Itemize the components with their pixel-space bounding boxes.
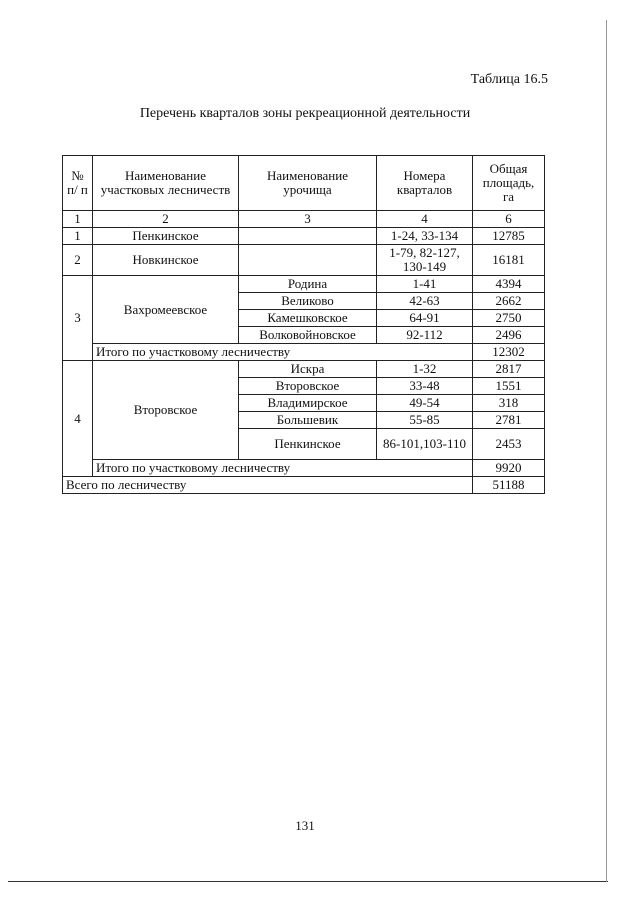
subtotal-label: Итого по участковому лесничеству bbox=[93, 344, 473, 361]
subtotal-row bbox=[63, 460, 545, 477]
table-row bbox=[63, 276, 545, 293]
tract-name: Искра bbox=[239, 361, 377, 378]
district-name: Второвское bbox=[93, 361, 239, 460]
area-value: 12785 bbox=[473, 228, 545, 245]
header-area: Общая площадь, га bbox=[473, 156, 545, 211]
quarter-numbers: 1-32 bbox=[377, 361, 473, 378]
quarter-numbers: 33-48 bbox=[377, 378, 473, 395]
quarter-numbers: 1-41 bbox=[377, 276, 473, 293]
tract-name: Большевик bbox=[239, 412, 377, 429]
subtotal-value: 9920 bbox=[473, 460, 545, 477]
row-num: 1 bbox=[63, 228, 93, 245]
column-number: 2 bbox=[93, 211, 239, 228]
quarter-numbers: 55-85 bbox=[377, 412, 473, 429]
column-number: 4 bbox=[377, 211, 473, 228]
row-num: 4 bbox=[63, 361, 93, 477]
area-value: 2453 bbox=[473, 429, 545, 460]
header-quarters: Номера кварталов bbox=[377, 156, 473, 211]
area-value: 2781 bbox=[473, 412, 545, 429]
header-row bbox=[63, 156, 545, 211]
quarter-numbers: 1-79, 82-127, 130-149 bbox=[377, 245, 473, 276]
subtotal-label: Итого по участковому лесничеству bbox=[93, 460, 473, 477]
column-number: 1 bbox=[63, 211, 93, 228]
tract-name: Великово bbox=[239, 293, 377, 310]
bottom-rule bbox=[8, 881, 608, 882]
district-name: Новкинское bbox=[93, 245, 239, 276]
column-number: 3 bbox=[239, 211, 377, 228]
table-title: Перечень кварталов зоны рекреационной деятельности bbox=[139, 106, 471, 121]
quarter-numbers: 64-91 bbox=[377, 310, 473, 327]
table-caption: Таблица 16.5 bbox=[470, 72, 548, 87]
district-name: Пенкинское bbox=[93, 228, 239, 245]
header-num: № п/ п bbox=[63, 156, 93, 211]
table-row bbox=[63, 228, 545, 245]
header-tract: Наименование урочища bbox=[239, 156, 377, 211]
row-num: 3 bbox=[63, 276, 93, 361]
area-value: 1551 bbox=[473, 378, 545, 395]
table-row bbox=[63, 361, 545, 378]
grand-total-value: 51188 bbox=[473, 477, 545, 494]
table-row bbox=[63, 245, 545, 276]
district-name: Вахромеевское bbox=[93, 276, 239, 344]
tract-name bbox=[239, 228, 377, 245]
tract-name: Пенкинское bbox=[239, 429, 377, 460]
right-rule bbox=[606, 20, 607, 882]
tract-name: Родина bbox=[239, 276, 377, 293]
tract-name: Владимирское bbox=[239, 395, 377, 412]
tract-name: Камешковское bbox=[239, 310, 377, 327]
area-value: 2750 bbox=[473, 310, 545, 327]
quarters-table bbox=[62, 155, 545, 494]
area-value: 16181 bbox=[473, 245, 545, 276]
area-value: 2817 bbox=[473, 361, 545, 378]
area-value: 318 bbox=[473, 395, 545, 412]
grand-total-row bbox=[63, 477, 545, 494]
quarter-numbers: 92-112 bbox=[377, 327, 473, 344]
page-number: 131 bbox=[295, 818, 315, 833]
area-value: 2662 bbox=[473, 293, 545, 310]
quarter-numbers: 1-24, 33-134 bbox=[377, 228, 473, 245]
area-value: 2496 bbox=[473, 327, 545, 344]
quarter-numbers: 42-63 bbox=[377, 293, 473, 310]
area-value: 4394 bbox=[473, 276, 545, 293]
header-district: Наименование участковых лесничеств bbox=[93, 156, 239, 211]
quarter-numbers: 49-54 bbox=[377, 395, 473, 412]
subtotal-row bbox=[63, 344, 545, 361]
tract-name bbox=[239, 245, 377, 276]
grand-total-label: Всего по лесничеству bbox=[63, 477, 473, 494]
column-number: 6 bbox=[473, 211, 545, 228]
row-num: 2 bbox=[63, 245, 93, 276]
tract-name: Второвское bbox=[239, 378, 377, 395]
column-number-row bbox=[63, 211, 545, 228]
subtotal-value: 12302 bbox=[473, 344, 545, 361]
tract-name: Волковойновское bbox=[239, 327, 377, 344]
quarter-numbers: 86-101,103-110 bbox=[377, 429, 473, 460]
